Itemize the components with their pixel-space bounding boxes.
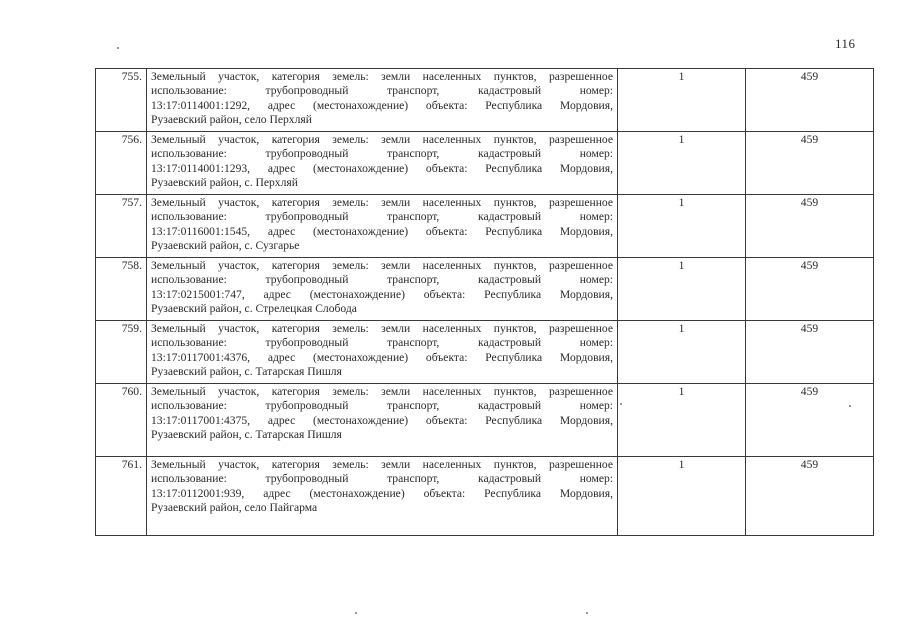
value-cell: 459 <box>746 384 874 457</box>
row-number: 758. <box>96 258 147 321</box>
object-description <box>147 195 618 258</box>
description-line: Земельный участок, категория земель: земли населенных пунктов, разрешенное <box>151 458 613 471</box>
row-number: 756. <box>96 132 147 195</box>
table-row <box>96 321 874 384</box>
value-cell: 459 <box>746 258 874 321</box>
value-cell: 459 <box>746 195 874 258</box>
description-line: Земельный участок, категория земель: земли населенных пунктов, разрешенное <box>151 385 613 398</box>
quantity-cell: 1 <box>618 321 746 384</box>
description-line: использование: трубопроводный транспорт, кадастровый номер: <box>151 273 613 287</box>
object-description <box>147 321 618 384</box>
object-description <box>147 132 618 195</box>
description-line: Земельный участок, категория земель: земли населенных пунктов, разрешенное <box>151 70 613 83</box>
row-number: 760. <box>96 384 147 457</box>
description-line: Рузаевский район, село Перхляй <box>151 113 312 127</box>
description-line: 13:17:0114001:1292, адрес (местонахождение) объекта: Республика Мордовия, <box>151 98 613 112</box>
description-line: использование: трубопроводный транспорт, кадастровый номер: <box>151 210 613 224</box>
description-line: Земельный участок, категория земель: земли населенных пунктов, разрешенное <box>151 196 613 209</box>
table-row <box>96 195 874 258</box>
table-row <box>96 384 874 457</box>
description-line: Рузаевский район, с. Татарская Пишля <box>151 428 342 442</box>
table-row <box>96 69 874 132</box>
quantity-cell: 1 <box>618 384 746 457</box>
row-number: 761. <box>96 457 147 536</box>
table-row <box>96 132 874 195</box>
value-cell: 459 <box>746 69 874 132</box>
description-line: Земельный участок, категория земель: земли населенных пунктов, разрешенное <box>151 322 613 335</box>
scan-speck <box>586 612 588 614</box>
description-line: Рузаевский район, с. Перхляй <box>151 176 298 190</box>
description-line: 13:17:0215001:747, адрес (местонахождение) объекта: Республика Мордовия, <box>151 287 613 301</box>
value-cell: 459 <box>746 321 874 384</box>
scan-speck <box>620 403 622 405</box>
object-description <box>147 384 618 457</box>
description-line: 13:17:0117001:4376, адрес (местонахождение) объекта: Республика Мордовия, <box>151 350 613 364</box>
object-description <box>147 69 618 132</box>
description-line: использование: трубопроводный транспорт, кадастровый номер: <box>151 336 613 350</box>
quantity-cell: 1 <box>618 457 746 536</box>
table-body <box>96 69 874 536</box>
property-table <box>95 68 874 536</box>
scan-speck <box>355 612 357 614</box>
value-cell: 459 <box>746 132 874 195</box>
row-number: 755. <box>96 69 147 132</box>
scan-speck <box>849 405 851 407</box>
object-description <box>147 457 618 536</box>
quantity-cell: 1 <box>618 132 746 195</box>
description-line: Рузаевский район, с. Стрелецкая Слобода <box>151 302 357 316</box>
description-line: 13:17:0116001:1545, адрес (местонахождение) объекта: Республика Мордовия, <box>151 224 613 238</box>
table-row <box>96 258 874 321</box>
row-number: 757. <box>96 195 147 258</box>
description-line: Рузаевский район, село Пайгарма <box>151 501 318 515</box>
quantity-cell: 1 <box>618 258 746 321</box>
scan-speck <box>117 47 119 49</box>
row-number: 759. <box>96 321 147 384</box>
description-line: Рузаевский район, с. Сузгарье <box>151 239 300 253</box>
description-line: Рузаевский район, с. Татарская Пишля <box>151 365 342 379</box>
description-line: использование: трубопроводный транспорт, кадастровый номер: <box>151 147 613 161</box>
quantity-cell: 1 <box>618 69 746 132</box>
description-line: 13:17:0112001:939, адрес (местонахождение) объекта: Республика Мордовия, <box>151 486 613 500</box>
description-line: Земельный участок, категория земель: земли населенных пунктов, разрешенное <box>151 259 613 272</box>
value-cell: 459 <box>746 457 874 536</box>
table-row <box>96 457 874 536</box>
page-number: 116 <box>835 36 856 51</box>
quantity-cell: 1 <box>618 195 746 258</box>
description-line: Земельный участок, категория земель: земли населенных пунктов, разрешенное <box>151 133 613 146</box>
description-line: использование: трубопроводный транспорт, кадастровый номер: <box>151 84 613 98</box>
description-line: использование: трубопроводный транспорт, кадастровый номер: <box>151 399 613 413</box>
description-line: использование: трубопроводный транспорт, кадастровый номер: <box>151 472 613 486</box>
description-line: 13:17:0117001:4375, адрес (местонахождение) объекта: Республика Мордовия, <box>151 413 613 427</box>
description-line: 13:17:0114001:1293, адрес (местонахождение) объекта: Республика Мордовия, <box>151 161 613 175</box>
object-description <box>147 258 618 321</box>
